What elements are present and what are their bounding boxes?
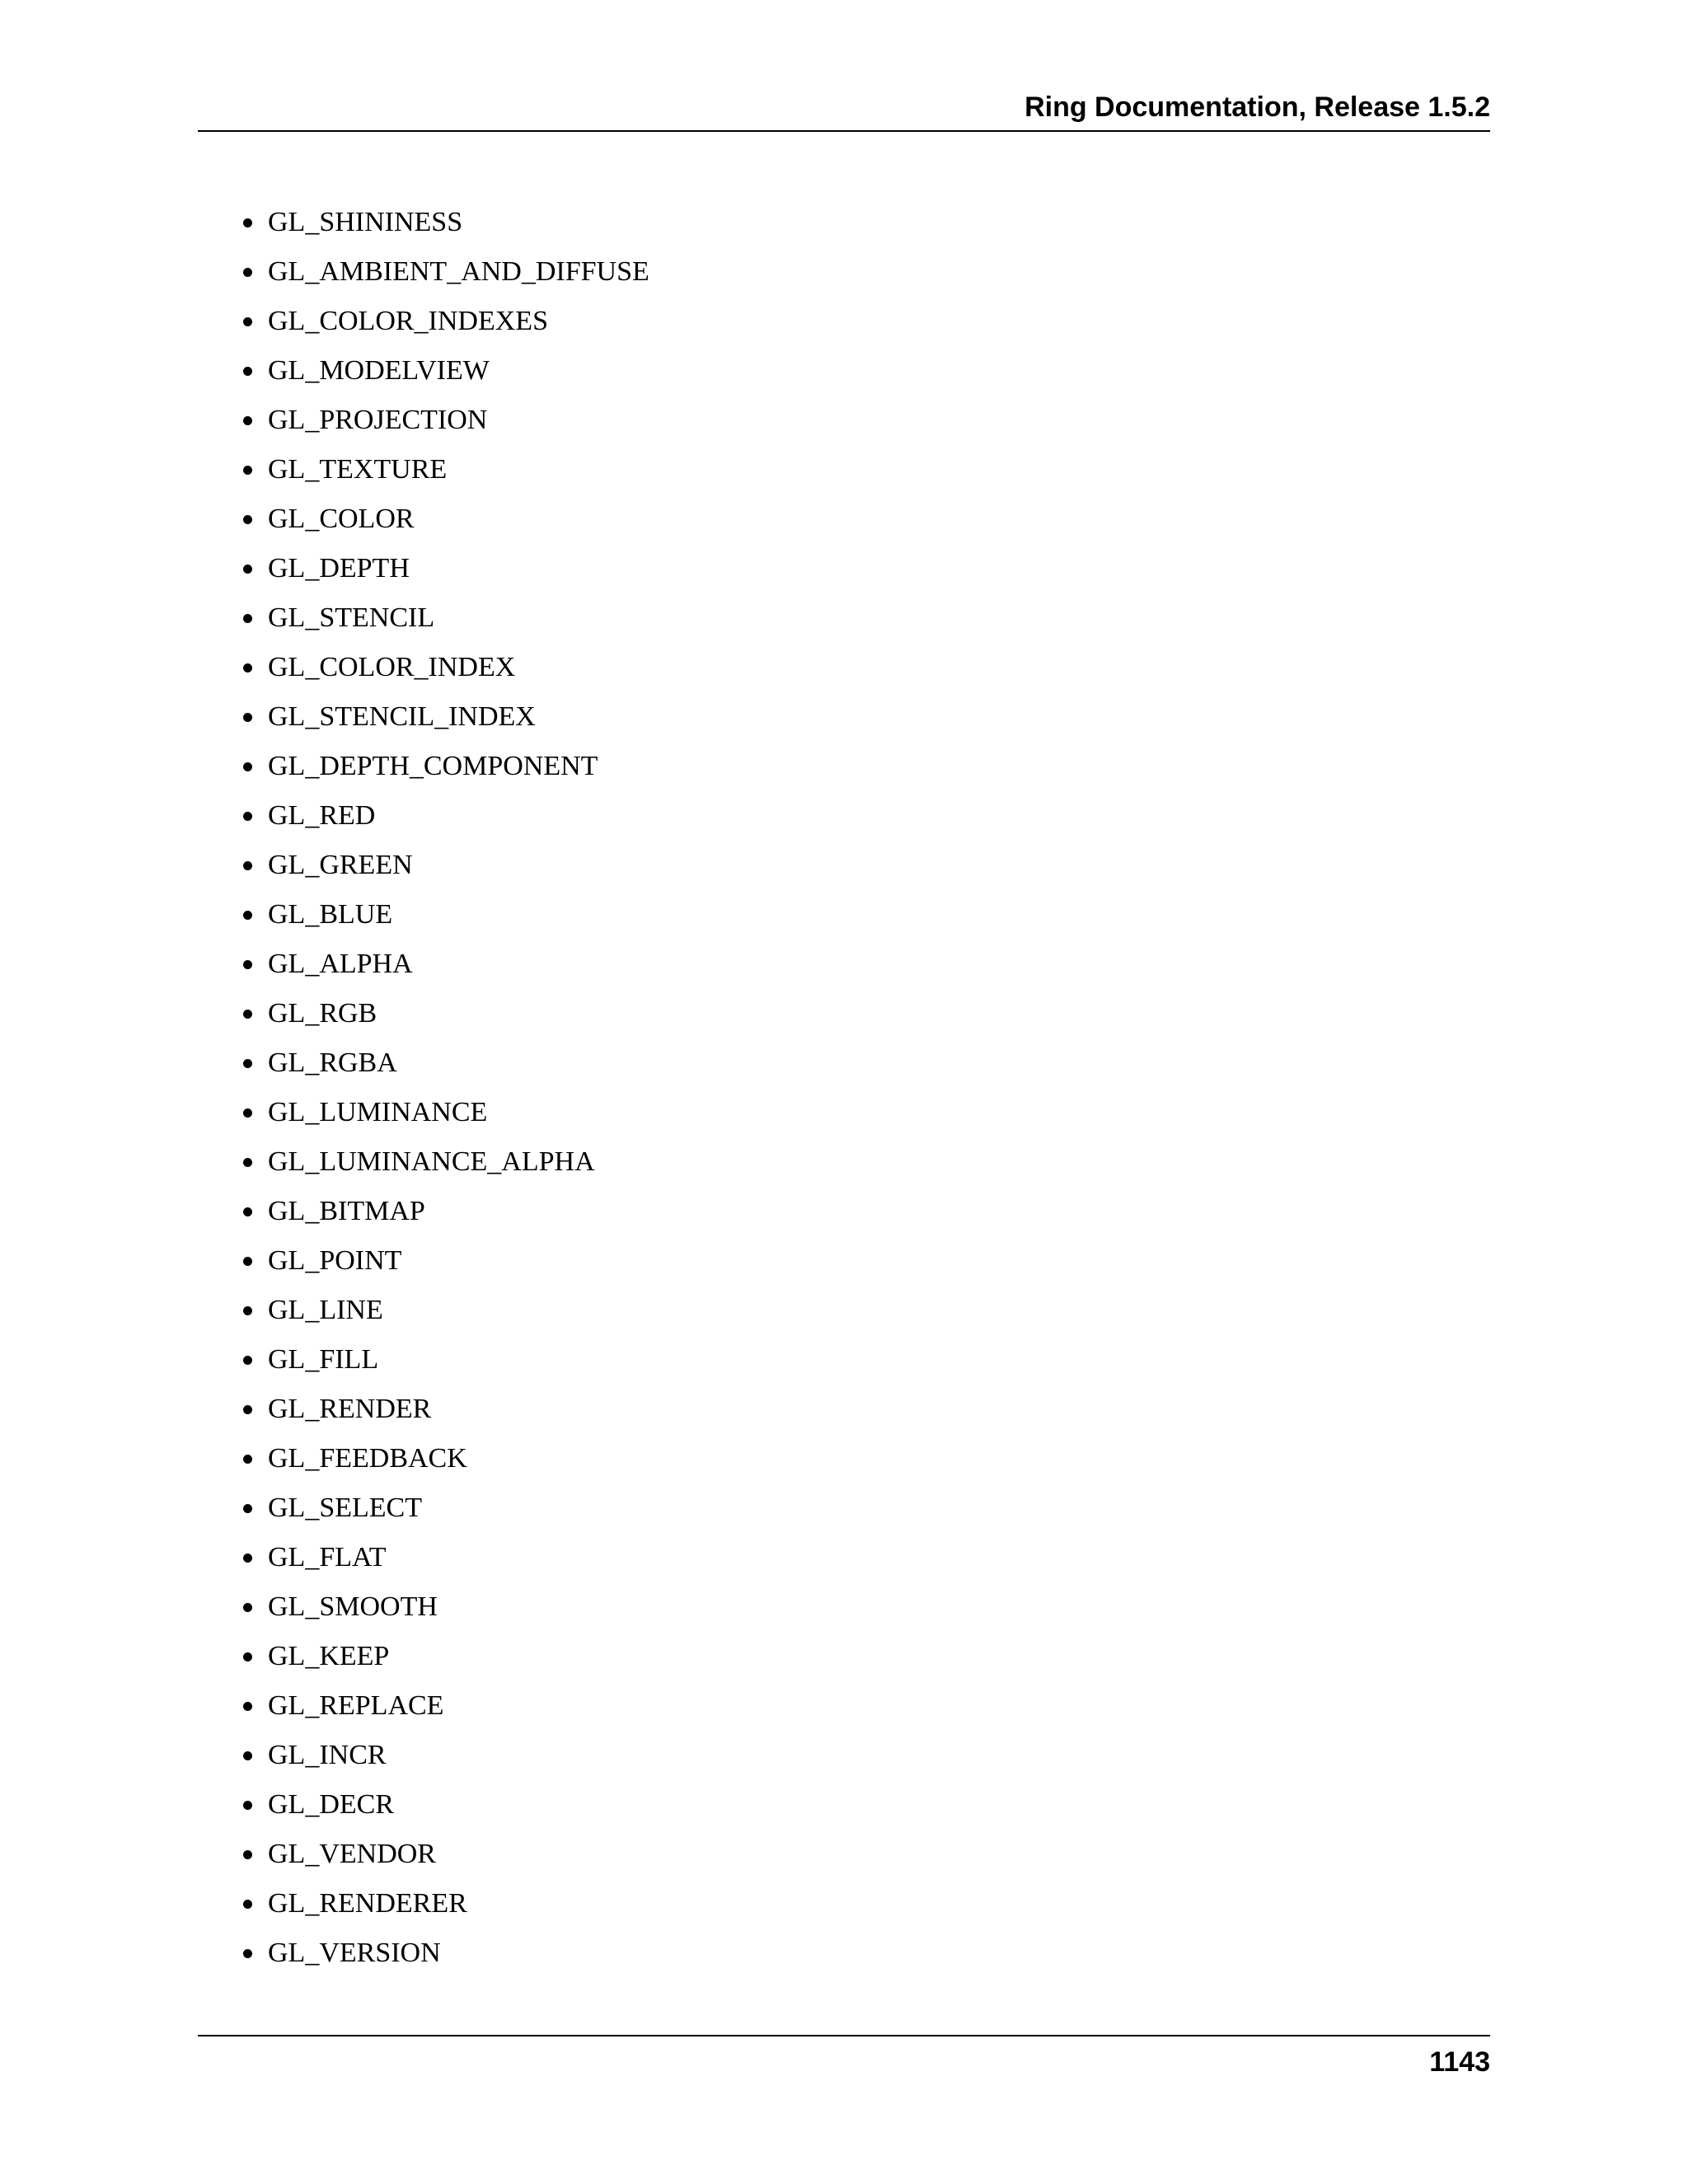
bullet-icon	[243, 515, 252, 524]
list-item	[243, 1385, 1479, 1434]
bullet-icon	[243, 1949, 252, 1958]
bullet-icon	[243, 1010, 252, 1019]
bullet-icon	[243, 762, 252, 771]
page-footer	[198, 2035, 1490, 2078]
list-item	[243, 494, 1479, 544]
bullet-icon	[243, 1751, 252, 1760]
list-item	[243, 247, 1479, 297]
list-item-text: GL_VERSION	[268, 1938, 441, 1968]
bullet-icon	[243, 911, 252, 920]
list-item	[243, 890, 1479, 940]
bullet-icon	[243, 565, 252, 574]
list-item	[243, 1830, 1479, 1879]
list-item	[243, 396, 1479, 445]
list-item	[243, 1187, 1479, 1236]
list-item-text: GL_POINT	[268, 1245, 402, 1276]
list-item-text: GL_RED	[268, 800, 376, 831]
bullet-icon	[243, 367, 252, 376]
bullet-icon	[243, 1900, 252, 1909]
bullet-icon	[243, 1108, 252, 1118]
bullet-icon	[243, 1702, 252, 1711]
list-item-text: GL_FEEDBACK	[268, 1443, 467, 1474]
list-item	[243, 1434, 1479, 1483]
list-item-text: GL_VENDOR	[268, 1839, 436, 1869]
list-item	[243, 1780, 1479, 1830]
bullet-icon	[243, 317, 252, 326]
page-number: 1143	[1429, 2046, 1490, 2078]
list-item	[243, 1879, 1479, 1929]
bullet-icon	[243, 268, 252, 277]
bullet-icon	[243, 1405, 252, 1414]
page-content	[243, 198, 1479, 1978]
list-item	[243, 297, 1479, 346]
list-item	[243, 791, 1479, 841]
bullet-icon	[243, 1059, 252, 1068]
list-item-text: GL_KEEP	[268, 1641, 390, 1671]
list-item	[243, 1731, 1479, 1780]
list-item	[243, 692, 1479, 742]
list-item	[243, 1681, 1479, 1731]
list-item	[243, 593, 1479, 643]
list-item	[243, 1582, 1479, 1632]
bullet-icon	[243, 1158, 252, 1167]
bullet-icon	[243, 416, 252, 425]
list-item	[243, 1335, 1479, 1385]
list-item	[243, 1483, 1479, 1533]
list-item-text: GL_LUMINANCE_ALPHA	[268, 1146, 595, 1177]
list-item	[243, 1038, 1479, 1088]
list-item-text: GL_SMOOTH	[268, 1591, 438, 1622]
bullet-icon	[243, 812, 252, 821]
list-item	[243, 544, 1479, 593]
list-item-text: GL_AMBIENT_AND_DIFFUSE	[268, 256, 649, 287]
list-item-text: GL_DEPTH	[268, 553, 410, 583]
list-item	[243, 346, 1479, 396]
list-item	[243, 1088, 1479, 1137]
bullet-icon	[243, 1850, 252, 1859]
list-item-text: GL_REPLACE	[268, 1690, 444, 1721]
list-item-text: GL_STENCIL_INDEX	[268, 701, 536, 732]
list-item	[243, 1533, 1479, 1582]
bullet-icon	[243, 713, 252, 722]
list-item-text: GL_SHININESS	[268, 207, 463, 237]
list-item	[243, 742, 1479, 791]
list-item-text: GL_LINE	[268, 1295, 383, 1325]
list-item-text: GL_SELECT	[268, 1493, 422, 1523]
bullet-icon	[243, 663, 252, 673]
bullet-icon	[243, 1306, 252, 1315]
bullet-icon	[243, 1207, 252, 1216]
list-item	[243, 1286, 1479, 1335]
list-item-text: GL_RGB	[268, 998, 377, 1029]
list-item	[243, 1929, 1479, 1978]
bullet-icon	[243, 960, 252, 969]
list-item-text: GL_FILL	[268, 1344, 379, 1375]
bullet-icon	[243, 1652, 252, 1661]
bullet-icon	[243, 861, 252, 870]
header-title: Ring Documentation, Release 1.5.2	[1025, 91, 1490, 123]
list-item-text: GL_STENCIL	[268, 602, 435, 633]
list-item-text: GL_BITMAP	[268, 1196, 425, 1226]
list-item	[243, 198, 1479, 247]
bullet-icon	[243, 1455, 252, 1464]
bullet-icon	[243, 1603, 252, 1612]
page-header	[198, 82, 1490, 132]
list-item-text: GL_MODELVIEW	[268, 355, 490, 386]
list-item-text: GL_INCR	[268, 1740, 387, 1770]
list-item	[243, 940, 1479, 989]
list-item-text: GL_COLOR_INDEX	[268, 652, 516, 682]
list-item-text: GL_GREEN	[268, 850, 413, 880]
list-item-text: GL_FLAT	[268, 1542, 387, 1572]
constant-list	[243, 198, 1479, 1978]
bullet-icon	[243, 614, 252, 623]
list-item-text: GL_LUMINANCE	[268, 1097, 488, 1127]
bullet-icon	[243, 1356, 252, 1365]
list-item-text: GL_ALPHA	[268, 949, 413, 979]
list-item-text: GL_RENDERER	[268, 1888, 467, 1919]
list-item	[243, 1236, 1479, 1286]
list-item	[243, 841, 1479, 890]
bullet-icon	[243, 1504, 252, 1513]
list-item	[243, 643, 1479, 692]
list-item-text: GL_COLOR	[268, 504, 415, 534]
list-item-text: GL_RGBA	[268, 1047, 397, 1078]
list-item-text: GL_BLUE	[268, 899, 393, 930]
list-item-text: GL_PROJECTION	[268, 405, 488, 435]
list-item-text: GL_DEPTH_COMPONENT	[268, 751, 598, 781]
list-item	[243, 1137, 1479, 1187]
list-item-text: GL_COLOR_INDEXES	[268, 306, 548, 336]
list-item	[243, 989, 1479, 1038]
bullet-icon	[243, 466, 252, 475]
list-item	[243, 445, 1479, 494]
bullet-icon	[243, 1801, 252, 1810]
list-item	[243, 1632, 1479, 1681]
bullet-icon	[243, 1257, 252, 1266]
bullet-icon	[243, 218, 252, 227]
list-item-text: GL_RENDER	[268, 1394, 432, 1424]
list-item-text: GL_DECR	[268, 1789, 394, 1820]
bullet-icon	[243, 1554, 252, 1563]
list-item-text: GL_TEXTURE	[268, 454, 448, 485]
